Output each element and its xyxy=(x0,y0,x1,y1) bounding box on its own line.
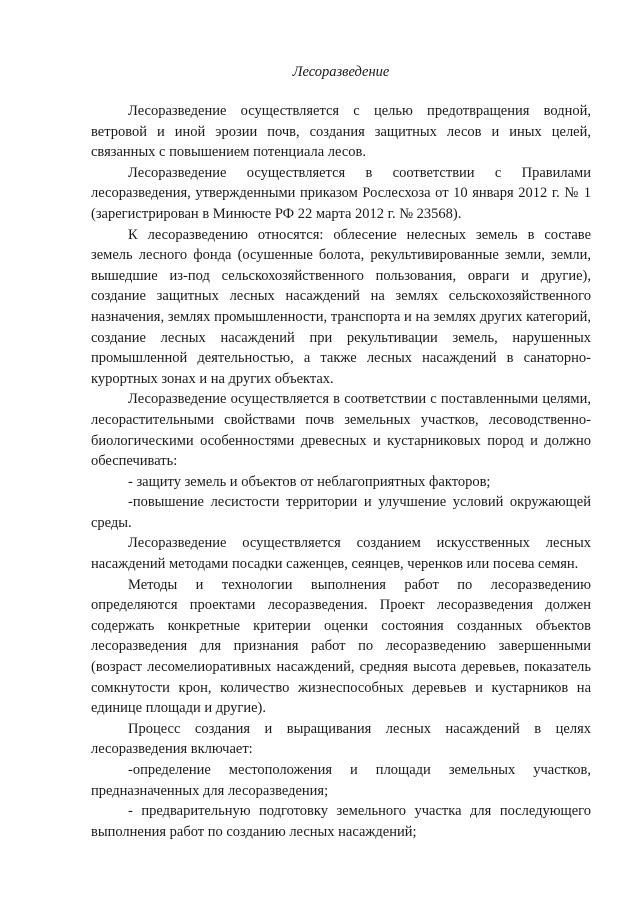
paragraph-scope: К лесоразведению относятся: облесение нелесных земель в составе земель лесного фонда (осушенные болота, рекультивированные земли, земли, вышедшие из-под сельскохозяйственного пользования, овраги и другие), создание защитных лесных насаждений на землях сельскохозяйственного назначения, землях промышленности, транспорта и на землях других категорий, создание лесных насаждений при рекультивации земель, нарушенных промышленной деятельностью, а также лесных насаждений в санаторно-курортных зонах и на других объектах. xyxy=(91,226,591,387)
document-page xyxy=(91,62,591,842)
list-item-preparation: - предварительную подготовку земельного участка для последующего выполнения работ по созданию лесных насаждений; xyxy=(91,803,591,840)
paragraph-process: Процесс создания и выращивания лесных насаждений в целях лесоразведения включает: xyxy=(91,720,591,758)
list-item-forest-cover: -повышение лесистости территории и улучшение условий окружающей среды. xyxy=(91,494,591,531)
paragraph-rules: Лесоразведение осуществляется в соответствии с Правилами лесоразведения, утвержденными приказом Рослесхоза от 10 января 2012 г. № 1 (зарегистрирован в Минюсте РФ 22 марта 2012 г. № 23568). xyxy=(91,164,591,222)
list-item-protection: - защиту земель и объектов от неблагоприятных факторов; xyxy=(128,473,491,490)
paragraph-methods: Лесоразведение осуществляется созданием искусственных лесных насаждений методами посадки саженцев, сеянцев, черенков или посева семян. xyxy=(91,535,591,573)
paragraph-projects: Методы и технологии выполнения работ по лесоразведению определяются проектами лесоразведения. Проект лесоразведения должен содержать конкретные критерии оценки состояния созданных объектов лесоразведения для признания работ по лесоразведению завершенными (возраст лесомелиоративных насаждений, средняя высота деревьев, показатель сомкнутости крон, количество жизнеспособных деревьев и кустарников на единице площади и другие). xyxy=(91,576,591,717)
paragraph-purpose: Лесоразведение осуществляется с целью предотвращения водной, ветровой и иной эрозии почв, создания защитных лесов и иных целей, связанных с повышением потенциала лесов. xyxy=(91,103,591,161)
list-item-location: -определение местоположения и площади земельных участков, предназначенных для лесоразведения; xyxy=(91,762,591,799)
document-title: Лесоразведение xyxy=(292,64,390,80)
paragraph-requirements: Лесоразведение осуществляется в соответствии с поставленными целями, лесорастительными свойствами почв земельных участков, лесоводственно-биологическими особенностями древесных и кустарниковых пород и должно обеспечивать: xyxy=(91,391,591,470)
